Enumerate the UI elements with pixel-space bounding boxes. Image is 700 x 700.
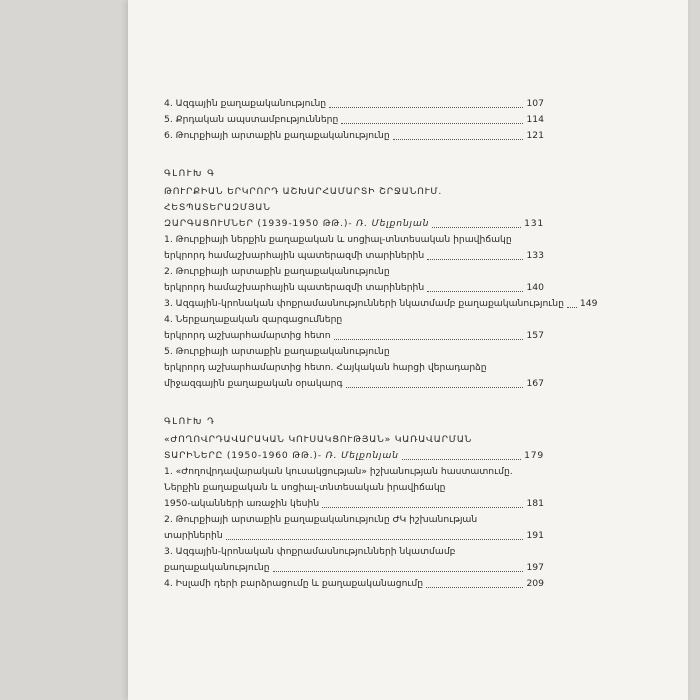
dot-leader [322,507,523,508]
entry-title: ՏԱՐԻՆԵՐԸ (1950-1960 ԹԹ.) [164,450,318,461]
entry-title: ԶԱՐԳԱՑՈՒՄՆԵՐ (1939-1950 ԹԹ.) [164,218,349,229]
dot-leader [427,291,523,292]
dot-leader [432,227,521,228]
page-number: 209 [526,578,544,589]
entry-title: երկրորդ աշխարհամարտից հետո [164,330,331,341]
entry-author: - Ռ. Մելքոնյան [317,450,399,461]
dot-leader [329,107,523,108]
entry-row [164,528,544,544]
toc-entry [164,544,544,576]
entry-line: «ԺՈՂՈՎՐԴԱՎԱՐԱԿԱՆ ԿՈՒՍԱԿՑՈՒԹՅԱՆ» ԿԱՌԱՎԱՐՄԱՆ [164,434,473,445]
toc-entry [164,312,544,344]
entry-title: տարիներին [164,530,223,541]
dot-leader [426,587,523,588]
page-number: 121 [526,130,544,141]
dot-leader [273,571,524,572]
entry-row [164,496,544,512]
entry-title: 1950-ականների առաջին կեսին [164,498,320,509]
entry-title: 4. Ազգային քաղաքականությունը [164,98,327,109]
dot-leader [334,339,524,340]
dot-leader [402,459,521,460]
page-number: 107 [526,98,544,109]
page-number: 149 [579,298,598,309]
toc-entry [164,112,544,128]
toc-entry [164,344,544,392]
entry-row [164,280,544,296]
book-page [128,0,688,700]
toc-entry [164,432,544,464]
toc-entry [164,296,598,312]
page-number: 133 [526,250,544,261]
entry-title: միջազգային քաղաքական օրակարգ [164,378,343,389]
entry-row [164,112,544,128]
toc-entry [164,96,544,112]
entry-row [164,128,544,144]
entry-line: 2. Թուրքիայի արտաքին քաղաքականությունը [164,266,390,277]
toc-entry [164,232,544,264]
entry-line: 1. Թուրքիայի ներքին քաղաքական և սոցիալ-տնտեսական իրավիճակը [164,234,512,245]
entry-author: - Ռ. Մելքոնյան [348,218,430,229]
entry-title: 3. Ազգային-կրոնական փոքրամասնությունների նկատմամբ քաղաքականությունը [164,298,564,309]
page-number: 140 [526,282,544,293]
page-number: 179 [524,450,544,461]
entry-line: 3. Ազգային-կրոնական փոքրամասնությունների նկատմամբ [164,546,456,557]
dot-leader [567,307,577,308]
entry-line: ԹՈՒՐՔԻԱՆ ԵՐԿՐՈՐԴ ԱՇԽԱՐՀԱՄԱՐՏԻ ՇՐՋԱՆՈՒՄ. [164,186,443,197]
toc-entry [164,264,544,296]
entry-title: 6. Թուրքիայի արտաքին քաղաքականությունը [164,130,390,141]
entry-line: երկրորդ աշխարհամարտից հետո. Հայկական հարցի վերադարձը [164,362,487,373]
entry-row [164,296,598,312]
toc-entry [164,128,544,144]
toc-entry [164,184,544,232]
toc-entry [164,576,544,592]
table-of-contents [164,96,598,592]
toc-section [164,166,598,392]
chapter-heading: ԳԼՈՒԽ Դ [164,417,216,427]
entry-title: երկրորդ համաշխարհային պատերազմի տարիներին [164,250,425,261]
page-number: 157 [526,330,544,341]
entry-row [164,216,544,232]
entry-line: 2. Թուրքիայի արտաքին քաղաքականությունը ԺԿ իշխանության [164,514,478,525]
entry-line: ՀԵՏՊԱՏԵՐԱԶՄՅԱՆ [164,202,271,213]
dot-leader [346,387,524,388]
entry-row [164,576,544,592]
entry-title: 4. Իսլամի դերի բարձրացումը և քաղաքականացումը [164,578,424,589]
page-number: 167 [526,378,544,389]
page-number: 197 [526,562,544,573]
entry-row [164,560,544,576]
entry-row [164,248,544,264]
entry-line: Ներքին քաղաքական և սոցիալ-տնտեսական իրավիճակը [164,482,446,493]
chapter-heading: ԳԼՈՒԽ Գ [164,169,216,179]
toc-section [164,96,544,144]
entry-line: 4. Ներքաղաքական զարգացումները [164,314,343,325]
toc-section [164,414,544,592]
toc-entry [164,464,544,512]
toc-entry [164,512,544,544]
entry-line: 5. Թուրքիայի արտաքին քաղաքականությունը [164,346,390,357]
page-number: 131 [524,218,544,229]
entry-row [164,328,544,344]
dot-leader [341,123,523,124]
page-number: 114 [526,114,544,125]
entry-row [164,448,544,464]
entry-title: 5. Քրդական ապստամբությունները [164,114,339,125]
page-number: 181 [526,498,544,509]
entry-line: 1. «Ժողովրդավարական կուսակցության» իշխանության հաստատումը. [164,466,513,477]
entry-title: երկրորդ համաշխարհային պատերազմի տարիներին [164,282,425,293]
entry-row [164,96,544,112]
entry-title: քաղաքականությունը [164,562,270,573]
dot-leader [393,139,524,140]
entry-row [164,376,544,392]
dot-leader [427,259,523,260]
dot-leader [226,539,524,540]
page-number: 191 [526,530,544,541]
